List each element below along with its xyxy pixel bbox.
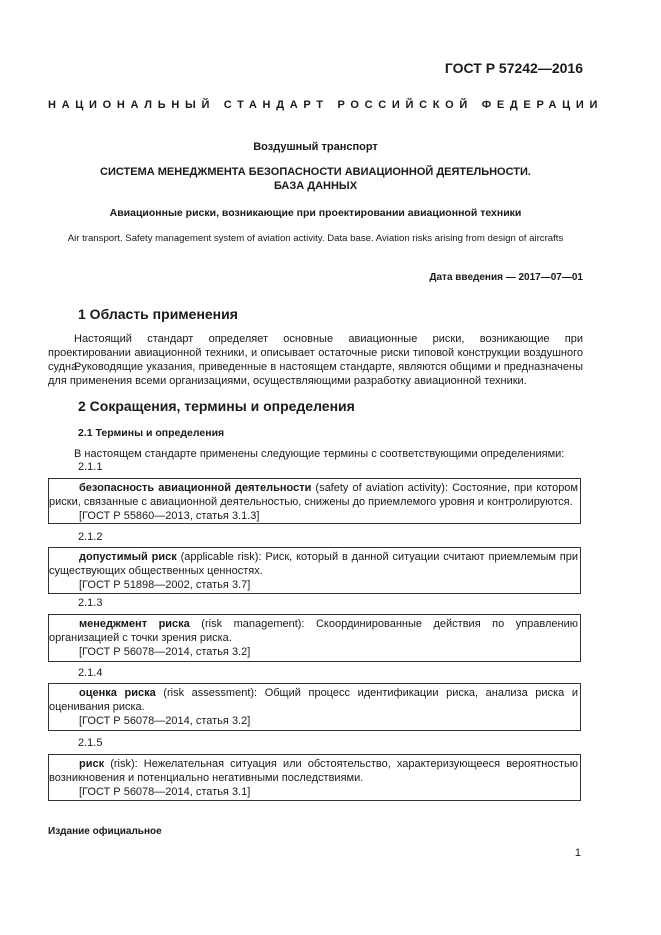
- term-name: безопасность авиационной деятельности: [79, 482, 312, 494]
- term-number: 2.1.1: [78, 461, 103, 473]
- official-edition-note: Издание официальное: [48, 826, 162, 837]
- term-reference: [ГОСТ Р 51898—2002, статья 3.7]: [79, 579, 251, 591]
- subsection-2-1-heading: 2.1 Термины и определения: [78, 427, 225, 439]
- page-number: 1: [574, 847, 581, 859]
- category-title: Воздушный транспорт: [253, 141, 378, 153]
- term-definition-box: [48, 478, 581, 524]
- term-reference: [ГОСТ Р 56078—2014, статья 3.1]: [79, 786, 251, 798]
- term-name: менеджмент риска: [79, 618, 190, 630]
- term-text: [49, 686, 580, 714]
- english-title: Air transport. Safety management system of aviation activity. Data base. Aviation risks arising from design of aircrafts: [67, 233, 564, 244]
- term-number: 2.1.3: [78, 597, 103, 609]
- term-definition-box: [48, 547, 581, 594]
- paragraph-text: Настоящий стандарт определяет основные авиационные риски, возникающие при проектировании авиационной техники, и описывает остаточные риски типовой конструкции воздушного судна.: [48, 333, 583, 373]
- document-code: ГОСТ Р 57242—2016: [444, 60, 583, 76]
- term-text: [49, 481, 580, 509]
- subtitle: Авиационные риски, возникающие при проектировании авиационной техники: [109, 207, 522, 219]
- term-definition: (risk assessment): Общий процесс идентификации риска, анализа риска и оценивания риска.: [49, 687, 578, 713]
- term-number: 2.1.5: [78, 737, 103, 749]
- national-standard-banner: НАЦИОНАЛЬНЫЙ СТАНДАРТ РОССИЙСКОЙ ФЕДЕРАЦИИ: [48, 99, 604, 111]
- introduction-date: Дата введения — 2017—07—01: [429, 272, 583, 283]
- term-text: [49, 617, 580, 645]
- term-text: [49, 757, 580, 785]
- term-name: риск: [79, 758, 105, 770]
- term-definition-box: [48, 754, 581, 801]
- main-title-line1: СИСТЕМА МЕНЕДЖМЕНТА БЕЗОПАСНОСТИ АВИАЦИОННОЙ ДЕЯТЕЛЬНОСТИ.: [100, 166, 531, 178]
- main-title-line2: БАЗА ДАННЫХ: [273, 180, 358, 192]
- term-reference: [ГОСТ Р 56078—2014, статья 3.2]: [79, 646, 251, 658]
- term-name: оценка риска: [79, 687, 156, 699]
- term-reference: [ГОСТ Р 56078—2014, статья 3.2]: [79, 715, 251, 727]
- term-number: 2.1.4: [78, 667, 103, 679]
- term-name: допустимый риск: [79, 551, 177, 563]
- section-2-intro: [48, 447, 583, 461]
- section-1-paragraph-2: [48, 360, 583, 388]
- term-definition: (safety of aviation activity): Состояние, при котором риски, связанные с авиационной деятельностью, снижены до приемлемого уровня и контролируются.: [49, 482, 578, 508]
- section-2-heading: 2 Сокращения, термины и определения: [78, 398, 355, 414]
- term-definition-box: [48, 614, 581, 662]
- term-text: [49, 550, 580, 578]
- term-definition: (risk): Нежелательная ситуация или обстоятельство, характеризующееся вероятностью возникновения и потенциально негативными последствиями.: [49, 758, 578, 784]
- paragraph-text: Руководящие указания, приведенные в настоящем стандарте, являются общими и предназначены для применения всеми организациями, осуществляющими разработку авиационной техники.: [48, 361, 583, 387]
- term-number: 2.1.2: [78, 531, 103, 543]
- term-reference: [ГОСТ Р 55860—2013, статья 3.1.3]: [79, 510, 260, 522]
- term-definition: (applicable risk): Риск, который в данной ситуации считают приемлемым при существующих общественных ценностях.: [49, 551, 578, 577]
- term-definition-box: [48, 683, 581, 731]
- term-definition: (risk management): Скоординированные действия по управлению организацией с точки зрения риска.: [49, 618, 578, 644]
- paragraph-text: В настоящем стандарте применены следующие термины с соответствующими определениями:: [74, 448, 565, 460]
- section-1-heading: 1 Область применения: [78, 306, 238, 322]
